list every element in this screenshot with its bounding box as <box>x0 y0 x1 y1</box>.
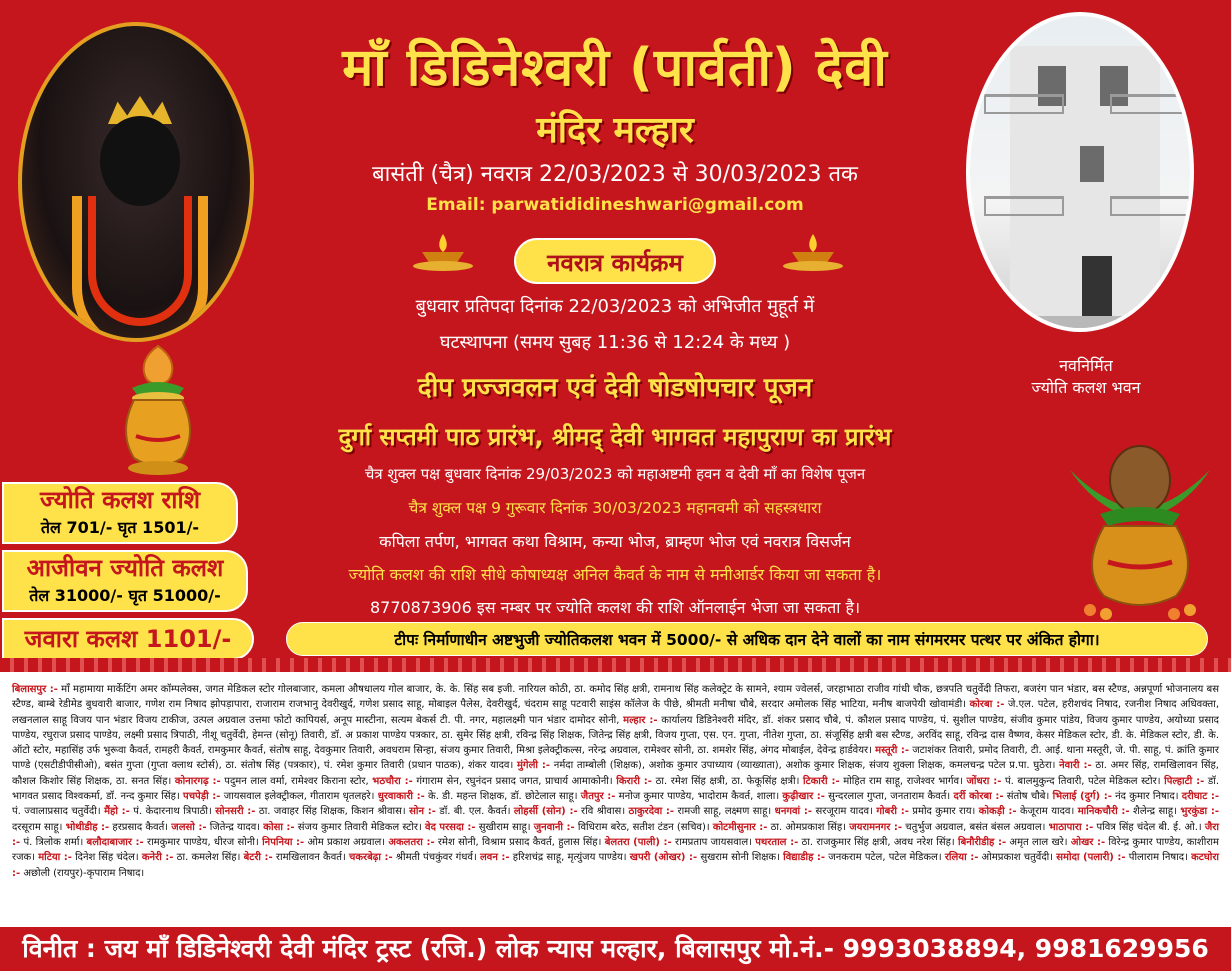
contact-names: ठा. राजकुमार सिंह क्षत्री, अवध नरेश सिंह। <box>798 836 958 848</box>
contact-place: मुंगेली :- <box>516 760 551 772</box>
contact-place: भाठापारा :- <box>1048 821 1094 833</box>
contact-names: सुन्दरलाल गुप्ता, जनताराम कैवर्त। <box>824 791 954 803</box>
contact-names: गंगाराम सेन, रघुनंदन प्रसाद जगत, प्राचार्य आमाकोनी। <box>412 775 617 787</box>
contact-place: मटिया :- <box>38 852 72 864</box>
contact-names: डॉ. भागवत प्रसाद विश्वकर्मा, डॉ. नन्द कुमार सिंह। <box>12 775 1220 803</box>
email-text: Email: parwatididineshwari@gmail.com <box>426 195 804 215</box>
contact-names: सरजूराम यादव। <box>812 806 877 818</box>
contact-names: पदुमन लाल वर्मा, रामेश्वर किराना स्टोर, <box>220 775 373 787</box>
contact-names: विरेन्द्र कुमार पाण्डेय, काशीराम रजक। <box>12 836 1219 864</box>
contact-place: कनेरी :- <box>141 852 174 864</box>
kalash-icon <box>1060 430 1220 620</box>
contact-place: पचपेड़ी :- <box>183 791 221 803</box>
contact-place: धुरवाकारी :- <box>377 791 425 803</box>
contact-place: दर्री कोरबा :- <box>953 791 1004 803</box>
contact-names: रामखिलावन कैवर्त। <box>272 852 349 864</box>
contact-names: जे.एल. पटेल, हरीशचंद निषाद, रजनीश निषाद अधिवक्ता, लखनलाल साहू विजय पान भंडार विजय टाकीज, उत्पल अग्रवाल उत्तमा फोटो कापियर्स, अनूप मास्टीना, सत्यम बेकर्स टी. पी. नगर, महालक्ष्मी पान भंडार दामोदर सोनी, <box>12 699 1220 726</box>
jyoti-kalash-title: ज्योति कलश राशि <box>39 486 201 514</box>
contact-names: ओमप्रकाश चतुर्वेदी। <box>978 852 1057 864</box>
contact-names: ठा. कमलेश सिंह। <box>173 852 244 864</box>
program-line-1: बुधवार प्रतिपदा दिनांक 22/03/2023 को अभिजीत मुहूर्त में <box>415 296 815 317</box>
contact-names: जटाशंकर तिवारी, प्रमोद तिवारी, टी. आई. थाना मस्तूरी, जे. पी. साहू, पं. क्रांति कुमार पाण्डे (एसटीडीपीसीओ), बसंत गुप्ता (गुप्ता क्लाथ स्टोर्स), ठा. संतोष सिंह (पत्रकार), पं. रमेश कुमार तिवारी (प्रधान पाठक), शंकर यादव। <box>12 745 1219 772</box>
temple-title: माँ डिडिनेश्वरी (पार्वती) देवी <box>342 38 888 98</box>
contact-names: जनकराम पटेल, पटेल मेडिकल। <box>825 852 945 864</box>
contact-names: प्रमोद कुमार राय। <box>908 806 979 818</box>
contact-place: खपरी (ओखर) :- <box>629 852 698 864</box>
contact-place: चकरबेढ़ा :- <box>348 852 393 864</box>
contact-place: पथरताल :- <box>755 836 799 848</box>
contact-names: रमेश सोनी, विश्राम प्रसाद कैवर्त, हुलास सिंह। <box>434 836 605 848</box>
contact-place: बिलासपुर :- <box>12 684 58 695</box>
contact-place: सोनसरी :- <box>215 806 256 818</box>
contact-names: केजूराम यादव। <box>1016 806 1078 818</box>
contact-names: अमृत लाल खरे। <box>1006 836 1071 848</box>
contact-names: के. डी. महन्त शिक्षक, डॉ. छोटेलाल साहू। <box>424 791 581 803</box>
contact-place: नेवारी :- <box>1059 760 1092 772</box>
jawara-kalash-rate-box <box>2 618 254 660</box>
program-line-5: कपिला तर्पण, भागवत कथा विश्राम, कन्या भोज, ब्राम्हण भोज एवं नवरात्र विसर्जन <box>379 532 851 551</box>
contact-place: भुरकुंडा :- <box>1180 806 1219 818</box>
contact-names: ठा. रमेश सिंह क्षत्री, ठा. फेकूसिंह क्षत्री। <box>651 775 803 787</box>
garland-inner-icon <box>88 196 192 326</box>
contact-names: रामकुमार पाण्डेय, धीरज सोनी। <box>143 836 263 848</box>
program-line-2: घटस्थापना (समय सुबह 11:36 से 12:24 के मध्य ) <box>439 332 791 353</box>
contact-names: रवि श्रीवास। <box>577 806 629 818</box>
contact-place: बेलतरा (पाली) :- <box>604 836 672 848</box>
contact-names: चतुर्भुज अग्रवाल, बसंत बंसल अग्रवाल। <box>902 821 1049 833</box>
contact-place: टिकारी :- <box>803 775 840 787</box>
contact-names: श्रीमती पंचकुंवर गंधर्व। <box>392 852 480 864</box>
contact-place: जैतपुर :- <box>580 791 616 803</box>
contact-names: जितेन्द्र यादव। <box>206 821 264 833</box>
deity-image <box>18 22 254 342</box>
program-line-4: चैत्र शुक्ल पक्ष 9 गुरूवार दिनांक 30/03/2023 महानवमी को सहस्त्रधारा <box>408 499 822 517</box>
contact-names: हरिशचंद्र साहू, मृत्युंजय पाण्डेय। <box>509 852 630 864</box>
kalash-icon <box>112 340 204 480</box>
contact-names: मनोज कुमार पाण्डेय, भादोराम कैवर्त, शाला। <box>615 791 783 803</box>
contact-place: कोटमीसुनार :- <box>712 821 768 833</box>
lifetime-kalash-rate-box <box>2 550 248 612</box>
contact-place: रलिया :- <box>944 852 979 864</box>
deepak-lamp-icon <box>778 232 848 272</box>
building-caption <box>986 355 1186 399</box>
contact-place: सोन :- <box>409 806 436 818</box>
contact-names: पं. केदारनाथ त्रिपाठी। <box>129 806 216 818</box>
contact-names: दिनेश सिंह चंदेल। <box>71 852 142 864</box>
contact-place: ठाकुरदेवा :- <box>628 806 675 818</box>
contact-place: कोनारगढ़ :- <box>174 775 221 787</box>
contact-names: ठा. जवाहर सिंह शिक्षक, किशन श्रीवास। <box>255 806 410 818</box>
contact-names: पीलाराम निषाद। <box>1125 852 1192 864</box>
donation-note: टीपः निर्माणाधीन अष्टभुजी ज्योतिकलश भवन में 5000/- से अधिक दान देने वालों का नाम संगमरमर पत्थर पर अंकित होगा। <box>286 622 1208 656</box>
contact-place: किरारी :- <box>616 775 652 787</box>
program-highlight-2: दुर्गा सप्तमी पाठ प्रारंभ, श्रीमद् देवी भागवत महापुराण का प्रारंभ <box>338 423 892 451</box>
contact-names: नर्मदा ताम्बोली (शिक्षक), अशोक कुमार उपाध्याय (व्याख्याता), अशोक कुमार शिक्षक, संजय शुक्ला शिक्षक, कमलचन्द्र पटेल प्र.पा. घुठेरा। <box>550 760 1060 772</box>
temple-building-image <box>966 12 1194 332</box>
jawara-kalash-title: जवारा कलश 1101/- <box>24 625 232 653</box>
contact-names: डॉ. बी. एल. कैवर्त। <box>435 806 514 818</box>
navratri-dates: बासंती (चैत्र) नवरात्र 22/03/2023 से 30/03/2023 तक <box>372 162 858 187</box>
contact-names: सुखराम सोनी शिक्षक। <box>697 852 784 864</box>
contact-names: जायसवाल इलेक्ट्रीकल, गीताराम धृतलहरे। <box>220 791 378 803</box>
contact-names: पं. ज्वालाप्रसाद चतुर्वेदी। <box>12 806 105 818</box>
contact-names: हरप्रसाद कैवर्त। <box>109 821 172 833</box>
contact-place: पिल्हाटी :- <box>1164 775 1205 787</box>
contact-names: संतोष चौबे। <box>1003 791 1053 803</box>
temple-subtitle: मंदिर मल्हार <box>536 110 694 151</box>
contact-names: पवित्र सिंह चंदेल बी. ई. ओ.। <box>1093 821 1205 833</box>
contact-place: अकलतरा :- <box>388 836 435 848</box>
contact-names: सुखीराम साहू। <box>475 821 534 833</box>
contact-place: लोहर्सी (सोन) :- <box>513 806 578 818</box>
contact-place: जैरा :- <box>12 821 1219 848</box>
contact-place: दरीघाट :- <box>1181 791 1220 803</box>
contact-place: वेद परसदा :- <box>425 821 476 833</box>
program-line-7: 8770873906 इस नम्बर पर ज्योति कलश की राशि ऑनलाईन भेजा जा सकता है। <box>369 598 861 617</box>
contact-names: ठा. ओमप्रकाश सिंह। <box>767 821 850 833</box>
contact-place: बलौदाबाजार :- <box>86 836 144 848</box>
decorative-border <box>0 658 1231 672</box>
contact-names: पं. त्रिलोक शर्मा। <box>20 836 87 848</box>
contact-place: धनगवां :- <box>774 806 813 818</box>
contact-place: मैंहो :- <box>104 806 130 818</box>
contact-names: मोहित राम साहू, राजेश्वर भार्गव। <box>839 775 967 787</box>
contact-names: ठा. अमर सिंह, रामखिलावन सिंह, कौशल किशोर सिंह शिक्षक, ठा. सनत सिंह। <box>12 760 1219 787</box>
contact-names: कार्यालय डिडिनेश्वरी मंदिर, डॉ. शंकर प्रसाद चौबे, पं. कौशल प्रसाद पाण्डेय, पं. सुशील पाण्डेय, संजीव कुमार पांडेय, विजय कुमार पाण्डेय, अयोध्या प्रसाद पाण्डेय, रघुराज प्रसाद पाण्डेय, लक्ष्मी प्रसाद त्रिपाठी, नीशू चतुर्वेदी, हेमन्त (सोनू) तिवारी, डॉ. अ प्रकाश पाण्डेय पत्रकार, ठा. सुमेर सिंह क्षत्री, रविन्द्र सिंह शिक्षक, जितेन्द्र सिंह क्षत्री, विजय गुप्ता, एस. एन. गुप्ता, नीतेश गुप्ता, ठा. संजूसिंह क्षत्री बस स्टैण्ड, अरविंद साहू, रविन्द्र दास वैष्णव, केसर मेडिकल स्टोर, डी. के. मेडिकल स्टोर, डी. के. ऑटो स्टोर, महासिंह उर्फ भुरूवा कैवर्त, रामहरी कैवर्त, रामकुमार कैवर्त, संतोष साहू, देवकुमार तिवारी, अवधराम सिन्हा, संजय कुमार तिवारी, मिश्रा इलेक्ट्रीकल्स, नरेन्द्र अग्रवाल, रामेश्वर सोनी, ठा. शमशेर सिंह, अंगद मोबाईल, देवेन्द्र हार्डवेयर। <box>12 714 1219 757</box>
program-line-6: ज्योति कलश की राशि सीधे कोषाध्यक्ष अनिल कैवर्त के नाम से मनीआर्डर किया जा सकता है। <box>348 565 882 584</box>
program-badge: नवरात्र कार्यक्रम <box>514 238 716 284</box>
contact-names: शैलेन्द्र साहू। <box>1129 806 1181 818</box>
contact-place: जुनवानी :- <box>533 821 575 833</box>
deity-face <box>100 116 180 206</box>
contact-place: कोरबा :- <box>969 699 1005 711</box>
contact-place: भठचौरा :- <box>372 775 413 787</box>
contact-place: बिनौरीडीह :- <box>958 836 1007 848</box>
contact-place: बेटरी :- <box>243 852 273 864</box>
contact-list <box>12 682 1219 881</box>
contact-names: संजय कुमार तिवारी मेडिकल स्टोर। <box>294 821 426 833</box>
contact-place: समोदा (पलारी) :- <box>1056 852 1126 864</box>
contact-place: भोथीडीह :- <box>65 821 110 833</box>
program-highlight-1: दीप प्रज्जवलन एवं देवी षोडषोपचार पूजन <box>417 373 813 403</box>
contact-names: माँ महामाया मार्केटिंग अमर कॉम्पलेक्स, जगत मेडिकल स्टोर गोलबाजार, कमला औषधालय गोल बाजार, के. के. सिंह सब इजी. नारियल कोठी, ठा. कमोद सिंह क्षत्री, रामनाथ सिंह कलेक्ट्रेट के सामने, श्याम ज्वेलर्स, जरहाभाठा राजीव गांधी चौक, छत्रपति चतुर्वेदी तिफरा, बजरंग पान भंडार, बस स्टैण्ड, अन्नपूर्णा भोजनालय बस स्टैण्ड, बाम्बे रेडीमेड बुधवारी बाजार, गणेश राम निषाद झोपड़ापारा, राजाराम राजभानु देवरीखुर्द, गणेश प्रसाद साहू, मोबाइल पैलेस, देवरीखुर्द, चंदराम साहू पटवारी साइंस कॉलेज के पीछे, श्रीमती मनीषा चौबे, सरदार अमोलक सिंह भाटिया, मनीष बाजपेयी खोवामंडी। <box>12 684 1219 711</box>
lifetime-kalash-rate: तेल 31000/- घृत 51000/- <box>29 586 221 605</box>
contact-place: मल्हार :- <box>623 714 658 726</box>
contact-names: दरसूराम साहू। <box>12 821 66 833</box>
contact-place: कोसा :- <box>263 821 295 833</box>
contact-place: निपनिया :- <box>262 836 305 848</box>
building-caption-line-2: ज्योति कलश भवन <box>1031 378 1141 397</box>
contact-names: रामप्रताप जायसवाल। <box>671 836 756 848</box>
contact-list-section <box>0 672 1231 927</box>
contact-place: विद्याडीह :- <box>783 852 826 864</box>
contact-names: रामजी साहू, लक्ष्मण साहू। <box>674 806 775 818</box>
contact-place: लवन :- <box>479 852 510 864</box>
contact-names: नंद कुमार निषाद। <box>1111 791 1182 803</box>
contact-place: कुढ़ीखार :- <box>782 791 825 803</box>
contact-place: मस्तूरी :- <box>875 745 910 757</box>
building-caption-line-1: नवनिर्मित <box>1059 356 1113 375</box>
contact-place: गोबरी :- <box>876 806 909 818</box>
contact-names: विधिराम बरेठ, सतीश टंडन (सचिव)। <box>574 821 713 833</box>
deepak-lamp-icon <box>408 232 478 272</box>
contact-place: कटघोरा :- <box>12 852 1220 879</box>
footer-banner: विनीत : जय माँ डिडिनेश्वरी देवी मंदिर ट्रस्ट (रजि.) लोक न्यास मल्हार, बिलासपुर मो.नं.- 9993038894, 9981629956 <box>0 927 1231 971</box>
contact-place: जयरामनगर :- <box>849 821 903 833</box>
jyoti-kalash-rate-box <box>2 482 238 544</box>
contact-place: जोंधरा :- <box>966 775 1002 787</box>
contact-place: भिलाई (दुर्ग) :- <box>1052 791 1112 803</box>
contact-place: कोकड़ी :- <box>978 806 1017 818</box>
jyoti-kalash-rate: तेल 701/- घृत 1501/- <box>40 518 200 537</box>
contact-place: ओखर :- <box>1070 836 1106 848</box>
contact-names: अछोली (रायपुर)-कृपाराम निषाद। <box>20 867 145 879</box>
contact-names: ओम प्रकाश अग्रवाल। <box>304 836 389 848</box>
lifetime-kalash-title: आजीवन ज्योति कलश <box>26 554 224 582</box>
program-line-3: चैत्र शुक्ल पक्ष बुधवार दिनांक 29/03/2023 को महाअष्टमी हवन व देवी माँ का विशेष पूजन <box>364 465 866 483</box>
contact-names: पं. बालमुकुन्द तिवारी, पटेल मेडिकल स्टोर। <box>1001 775 1165 787</box>
contact-place: मानिकचौरी :- <box>1077 806 1130 818</box>
contact-place: जलसो :- <box>171 821 207 833</box>
